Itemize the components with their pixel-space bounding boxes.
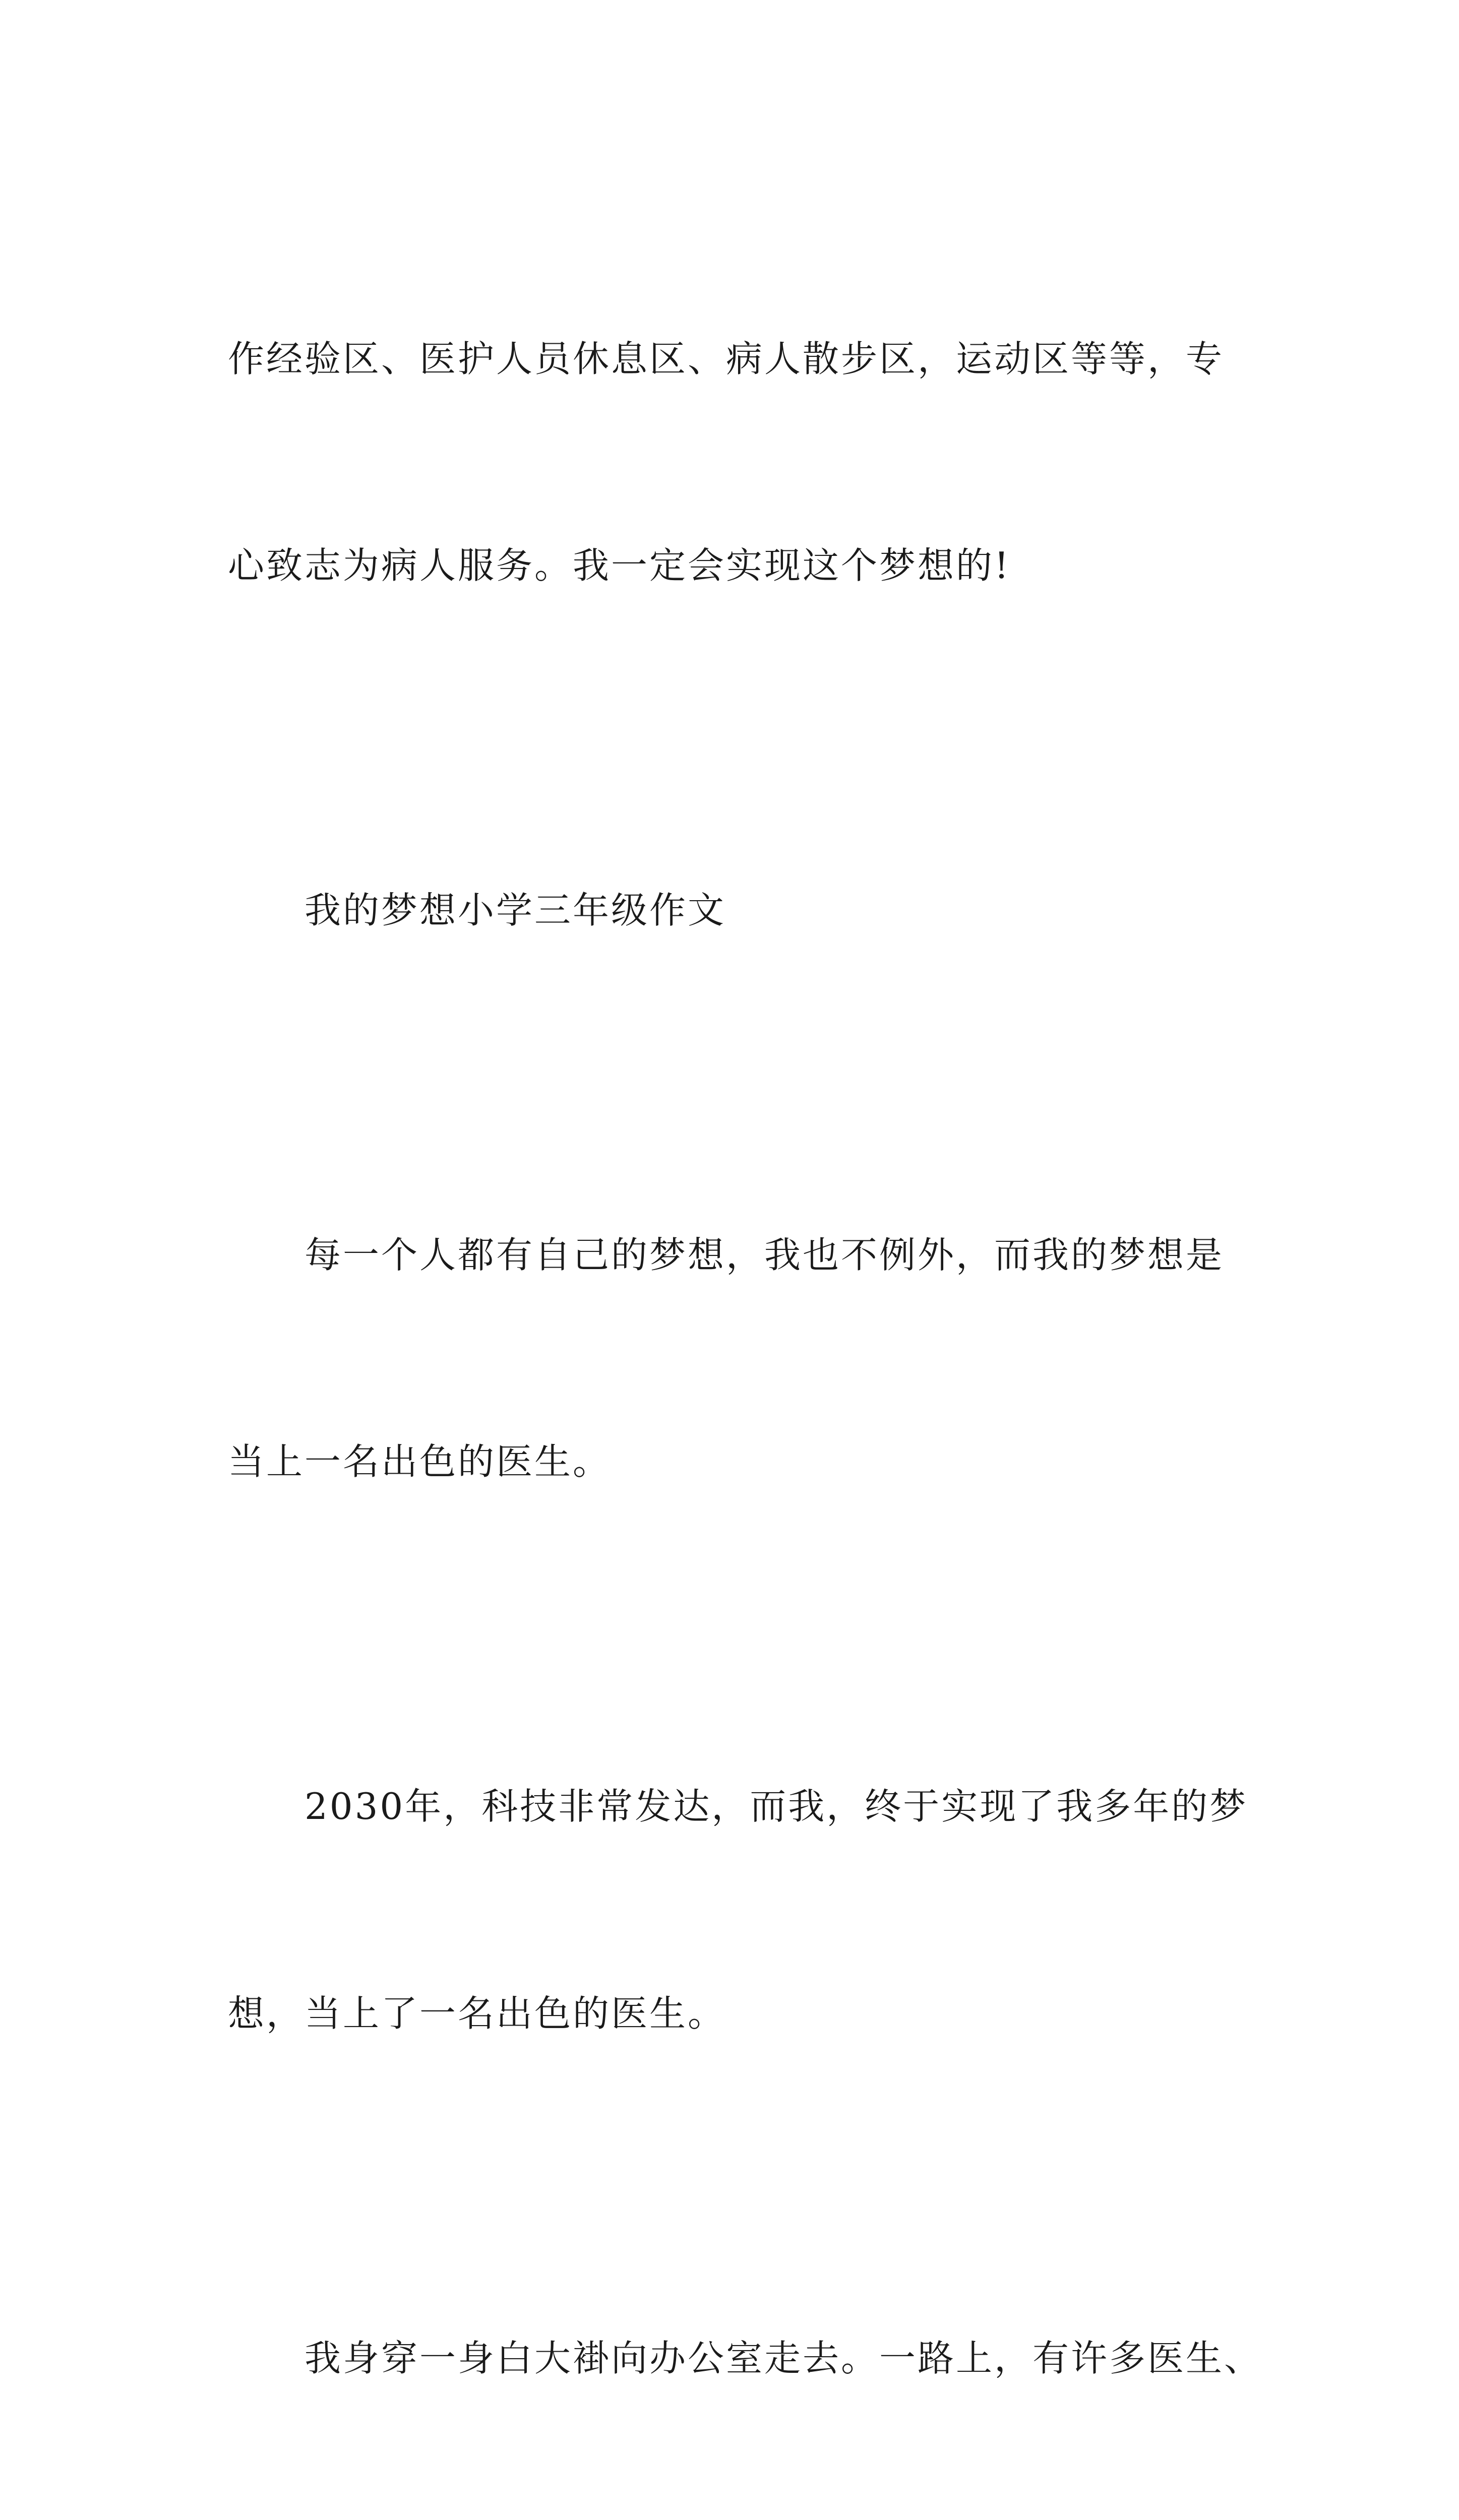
paragraph-year	[228, 1634, 1248, 2186]
text-line: 每一个人都有自己的梦想，我也不例外，而我的梦想是	[305, 1233, 1225, 1276]
text-line: 我身穿一身白大褂向办公室走去。一路上，有许多医生、	[305, 2337, 1263, 2379]
paragraph-body	[228, 2186, 1263, 2520]
text-line: 心致志为病人服务。我一定会实现这个梦想的!	[228, 544, 1011, 587]
document-body	[228, 186, 1263, 2520]
text-line: 当上一名出色的医生。	[228, 1440, 612, 1483]
title-line: 我的梦想小学三年级作文	[305, 889, 726, 931]
text-line: 作经验区、医护人员休息区、病人散步区，运动区等等，专	[228, 337, 1225, 380]
text-line: 2030年，科技非常发达，而我，终于实现了我多年的梦	[305, 1785, 1248, 1828]
paragraph-intro	[228, 1083, 1236, 1634]
essay-title	[228, 738, 1236, 1083]
paragraph-continued	[228, 186, 1236, 738]
text-line: 想，当上了一名出色的医生。	[228, 1992, 726, 2035]
